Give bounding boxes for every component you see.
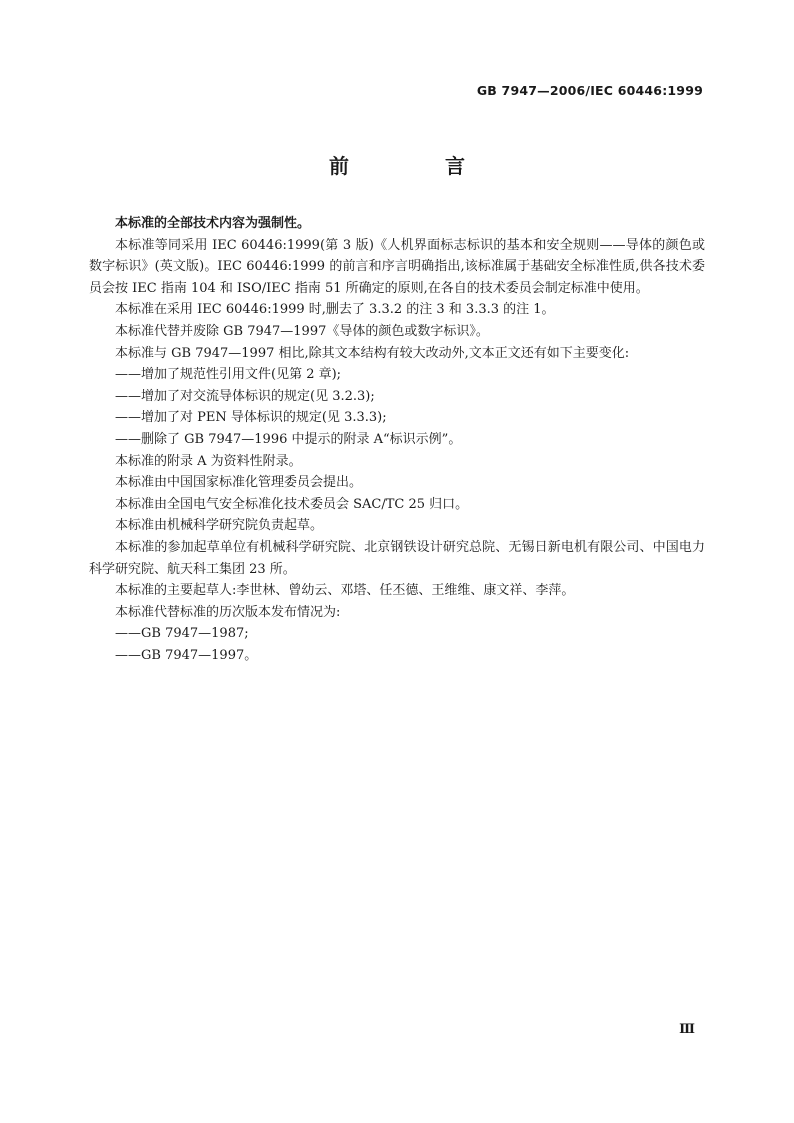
list-item-change: ——增加了对交流导体标识的规定(见 3.2.3);	[115, 388, 375, 404]
paragraph-centralized-by: 本标准由全国电气安全标准化技术委员会 SAC/TC 25 归口。	[115, 496, 469, 512]
standard-code: GB 7947—2006/IEC 60446:1999	[476, 83, 703, 98]
list-item-change: ——增加了对 PEN 导体标识的规定(见 3.3.3);	[115, 410, 387, 426]
paragraph-deletions: 本标准在采用 IEC 60446:1999 时,删去了 3.3.2 的注 3 和 3.3.3 的注 1。	[115, 302, 555, 318]
paragraph-replaces: 本标准代替并废除 GB 7947—1997《导体的颜色或数字标识》。	[115, 323, 489, 339]
paragraph-annex: 本标准的附录 A 为资料性附录。	[115, 453, 302, 469]
list-item-history: ——GB 7947—1997。	[115, 647, 258, 663]
mandatory-statement: 本标准的全部技术内容为强制性。	[115, 216, 311, 231]
paragraph-drafters: 本标准的主要起草人:李世林、曾幼云、邓塔、任丕德、王维维、康文祥、李萍。	[115, 583, 575, 599]
list-item-change: ——删除了 GB 7947—1996 中提示的附录 A“标识示例”。	[115, 431, 462, 447]
page-number: Ⅲ	[679, 1022, 695, 1037]
list-item-change: ——增加了规范性引用文件(见第 2 章);	[115, 367, 342, 383]
list-item-history: ——GB 7947—1987;	[115, 626, 249, 642]
paragraph-drafted-by: 本标准由机械科学研究院负责起草。	[115, 518, 324, 534]
paragraph-changes-intro: 本标准与 GB 7947—1997 相比,除其文本结构有较大改动外,文本正文还有如下主要变化:	[115, 345, 630, 361]
paragraph-proposed-by: 本标准由中国国家标准化管理委员会提出。	[115, 475, 363, 491]
page-title: 前 言	[329, 154, 503, 178]
paragraph-participants: 本标准的参加起草单位有机械科学研究院、北京钢铁设计研究总院、无锡日新电机有限公司、中国电力科学研究院、航天科工集团 23 所。	[89, 539, 705, 577]
preface-body	[89, 213, 705, 666]
paragraph-adoption: 本标准等同采用 IEC 60446:1999(第 3 版)《人机界面标志标识的基本和安全规则——导体的颜色或数字标识》(英文版)。IEC 60446:1999 的前言和序言明确指出,该标准属于基础安全标准性质,供各技术委员会按 IEC 指南 104 和 ISO/IEC 指南 51 所确定的原则,在各自的技术委员会制定标准中使用。	[89, 237, 705, 296]
paragraph-history-intro: 本标准代替标准的历次版本发布情况为:	[115, 604, 341, 620]
